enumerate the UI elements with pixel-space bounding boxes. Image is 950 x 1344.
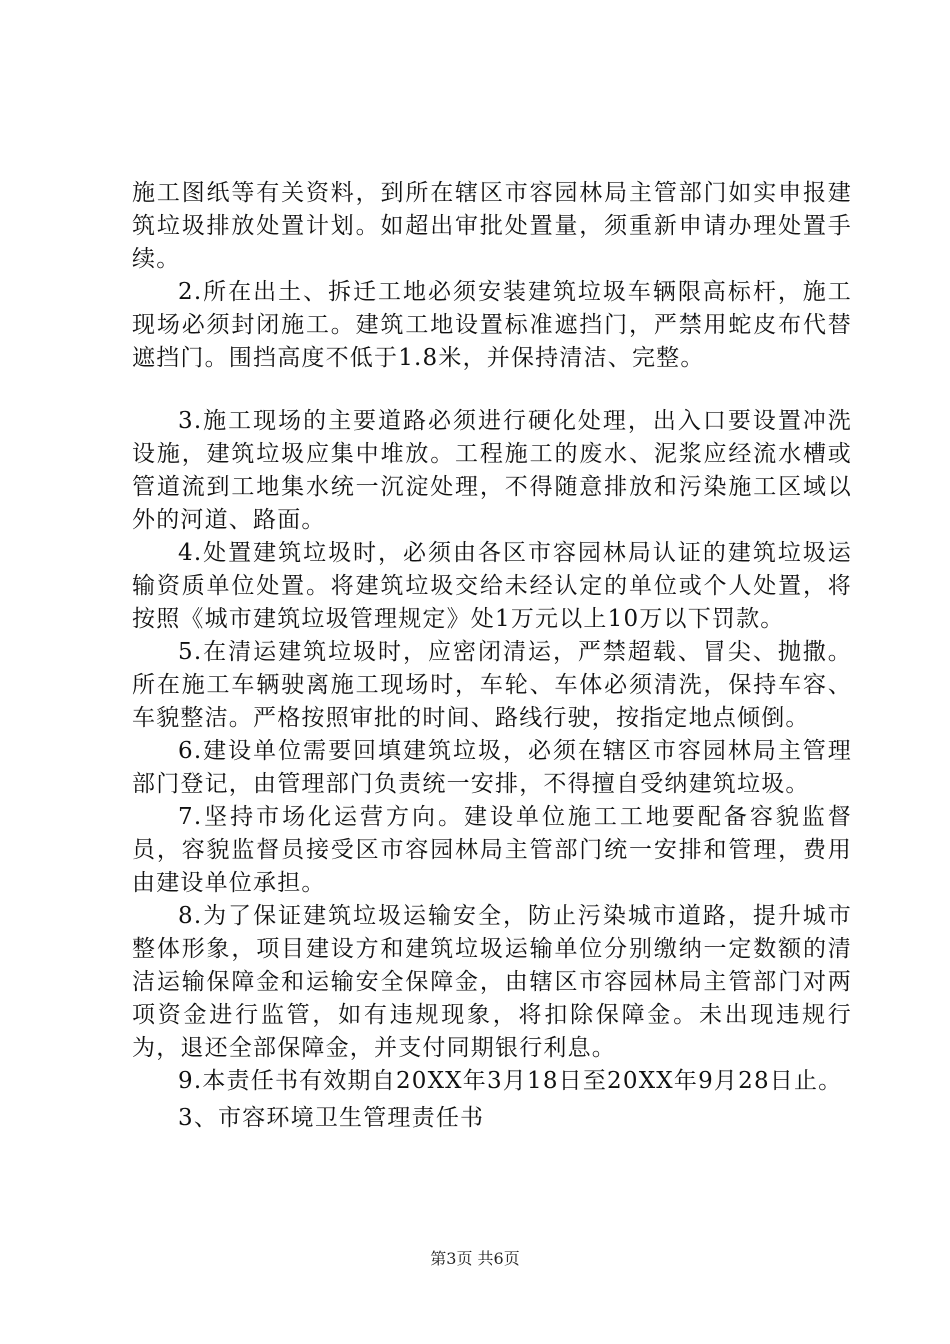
paragraph-item-5: 5.在清运建筑垃圾时，应密闭清运，严禁超载、冒尖、抛撒。所在施工车辆驶离施工现场时，车轮、车体必须清洗，保持车容、车貌整洁。严格按照审批的时间、路线行驶，按指定地点倾倒。 bbox=[132, 639, 852, 731]
paragraph-item-6: 6.建设单位需要回填建筑垃圾，必须在辖区市容园林局主管理部门登记，由管理部门负责统一安排，不得擅自受纳建筑垃圾。 bbox=[132, 738, 852, 797]
paragraph-item-9: 9.本责任书有效期自20XX年3月18日至20XX年9月28日止。 bbox=[178, 1068, 843, 1094]
document-body bbox=[132, 177, 852, 1135]
section-heading: 3、市容环境卫生管理责任书 bbox=[178, 1105, 485, 1131]
paragraph-item-3: 3.施工现场的主要道路必须进行硬化处理，出入口要设置冲洗设施，建筑垃圾应集中堆放。工程施工的废水、泥浆应经流水槽或管道流到工地集水统一沉淀处理，不得随意排放和污染施工区域以外的河道、路面。 bbox=[132, 408, 852, 533]
paragraph-1-continued: 施工图纸等有关资料，到所在辖区市容园林局主管部门如实申报建筑垃圾排放处置计划。如超出审批处置量，须重新申请办理处置手续。 bbox=[132, 180, 852, 272]
paragraph-item-2: 2.所在出土、拆迁工地必须安装建筑垃圾车辆限高标杆，施工现场必须封闭施工。建筑工地设置标准遮挡门，严禁用蛇皮布代替遮挡门。围挡高度不低于1.8米，并保持清洁、完整。 bbox=[132, 279, 852, 371]
paragraph-item-8: 8.为了保证建筑垃圾运输安全，防止污染城市道路，提升城市整体形象，项目建设方和建筑垃圾运输单位分别缴纳一定数额的清洁运输保障金和运输安全保障金，由辖区市容园林局主管部门对两项资金进行监管，如有违规现象，将扣除保障金。未出现违规行为，退还全部保障金，并支付同期银行利息。 bbox=[132, 903, 852, 1061]
page-number-footer: 第3页 共6页 bbox=[430, 1249, 520, 1268]
paragraph-item-7: 7.坚持市场化运营方向。建设单位施工工地要配备容貌监督员，容貌监督员接受区市容园林局主管部门统一安排和管理，费用由建设单位承担。 bbox=[132, 804, 852, 896]
paragraph-item-4: 4.处置建筑垃圾时，必须由各区市容园林局认证的建筑垃圾运输资质单位处置。将建筑垃圾交给未经认定的单位或个人处置，将按照《城市建筑垃圾管理规定》处1万元以上10万以下罚款。 bbox=[132, 540, 852, 632]
